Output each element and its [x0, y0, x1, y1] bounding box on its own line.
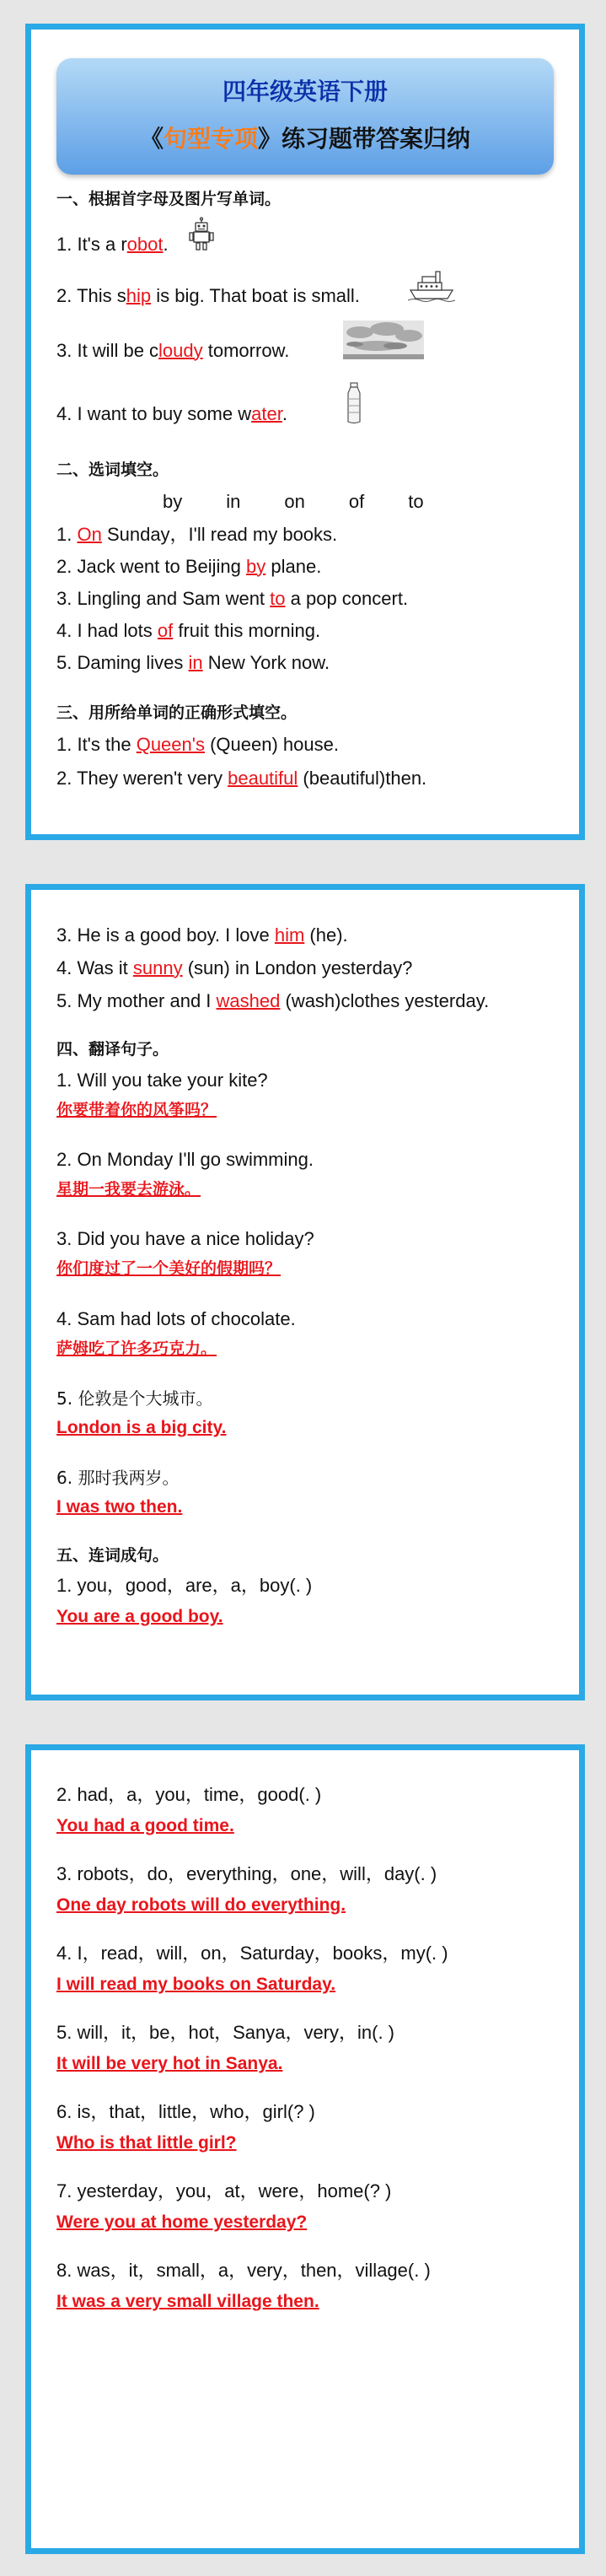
s3-question-3: 3. He is a good boy. I love him (he). [56, 924, 348, 946]
s4-answer: I was two then. [56, 1497, 183, 1517]
s4-question: 6. 那时我两岁。 [56, 1468, 180, 1488]
worksheet-page-2 [25, 884, 585, 1700]
s5-question: 8. was，it，small，a，very，then，village(. ) [56, 2260, 431, 2281]
s5-answer: Who is that little girl? [56, 2133, 237, 2153]
answer-blank: Queen's [136, 734, 205, 755]
section-5-heading: 五、连词成句。 [56, 1546, 169, 1565]
worksheet-page-3 [25, 1744, 585, 2554]
answer-blank: by [246, 556, 266, 577]
s4-answer: 你要带着你的风筝吗？ [56, 1101, 217, 1119]
s5-question: 5. will，it，be，hot，Sanya，very，in(. ) [56, 2022, 395, 2043]
s5-answer: I will read my books on Saturday. [56, 1975, 336, 1994]
title-subtitle: 《句型专项》练习题带答案归纳 [139, 125, 471, 153]
s3-question-5: 5. My mother and I washed (wash)clothes yesterday. [56, 990, 490, 1011]
s5-question: 2. had，a，you，time，good(. ) [56, 1784, 322, 1805]
s2-question-5: 5. Daming lives in New York now. [56, 652, 330, 673]
s5-answer: It will be very hot in Sanya. [56, 2054, 283, 2073]
cloudy-sky-icon [343, 321, 424, 359]
s5-question: 6. is，that，little，who，girl(? ) [56, 2101, 315, 2122]
title-grade: 四年级英语下册 [222, 78, 388, 105]
s4-question: 3. Did you have a nice holiday? [56, 1228, 314, 1249]
s2-question-4: 4. I had lots of fruit this morning. [56, 620, 321, 641]
s1-question-4: 4. I want to buy some water. [56, 403, 287, 424]
answer-blank: to [270, 588, 286, 609]
s5-question: 1. you，good，are，a，boy(. ) [56, 1575, 313, 1596]
answer-blank: beautiful [228, 768, 298, 789]
answer-blank: loudy [158, 340, 203, 361]
answer-blank: in [188, 652, 203, 673]
s3-question-2: 2. They weren't very beautiful (beautiful)then. [56, 768, 427, 789]
answer-blank: of [157, 620, 174, 641]
water-bottle-icon [345, 382, 363, 424]
answer-blank: sunny [132, 957, 183, 978]
s3-question-1: 1. It's the Queen's (Queen) house. [56, 734, 339, 755]
s5-answer: You had a good time. [56, 1816, 234, 1835]
robot-icon [189, 217, 214, 251]
s5-answer: You are a good boy. [56, 1607, 223, 1626]
s4-answer: 萨姆吃了许多巧克力。 [56, 1339, 217, 1358]
answer-blank: On [77, 524, 102, 545]
s5-question: 7. yesterday，you，at，were，home(? ) [56, 2180, 392, 2201]
answer-blank: washed [216, 990, 281, 1011]
s4-answer: London is a big city. [56, 1418, 227, 1437]
s2-question-2: 2. Jack went to Beijing by plane. [56, 556, 322, 577]
s5-answer: Were you at home yesterday? [56, 2212, 308, 2232]
s5-answer: One day robots will do everything. [56, 1895, 346, 1915]
s5-question: 3. robots，do，everything，one，will，day(. ) [56, 1863, 437, 1884]
s4-answer: 你们度过了一个美好的假期吗？ [56, 1259, 282, 1278]
s4-question: 2. On Monday I'll go swimming. [56, 1149, 314, 1170]
section-1-heading: 一、根据首字母及图片写单词。 [56, 190, 282, 208]
s5-question: 4. I，read，will，on，Saturday，books，my(. ) [56, 1943, 448, 1964]
ship-icon [408, 268, 455, 302]
s1-question-1: 1. It's a robot. [56, 234, 169, 255]
s3-question-4: 4. Was it sunny (sun) in London yesterday? [56, 957, 413, 978]
answer-blank: ater [251, 403, 282, 424]
section-2-heading: 二、选词填空。 [56, 461, 169, 479]
s2-question-1: 1. On Sunday，I'll read my books. [56, 524, 338, 545]
s4-question: 5. 伦敦是个大城市。 [56, 1388, 213, 1409]
s1-question-2: 2. This ship is big. That boat is small. [56, 285, 360, 306]
s5-answer: It was a very small village then. [56, 2292, 319, 2311]
s4-question: 1. Will you take your kite? [56, 1070, 268, 1091]
answer-blank: hip [126, 285, 152, 306]
s4-answer: 星期一我要去游泳。 [56, 1180, 201, 1199]
word-bank: by in on of to [163, 491, 424, 512]
s1-question-3: 3. It will be cloudy tomorrow. [56, 340, 290, 361]
answer-blank: him [274, 924, 305, 946]
title-highlight: 句型专项 [163, 125, 258, 153]
title-banner [56, 58, 554, 175]
s4-question: 4. Sam had lots of chocolate. [56, 1308, 296, 1329]
section-4-heading: 四、翻译句子。 [56, 1040, 169, 1059]
answer-blank: obot [126, 234, 164, 255]
section-3-heading: 三、用所给单词的正确形式填空。 [56, 703, 298, 722]
worksheet-page-1 [25, 24, 585, 840]
s2-question-3: 3. Lingling and Sam went to a pop concert. [56, 588, 409, 609]
